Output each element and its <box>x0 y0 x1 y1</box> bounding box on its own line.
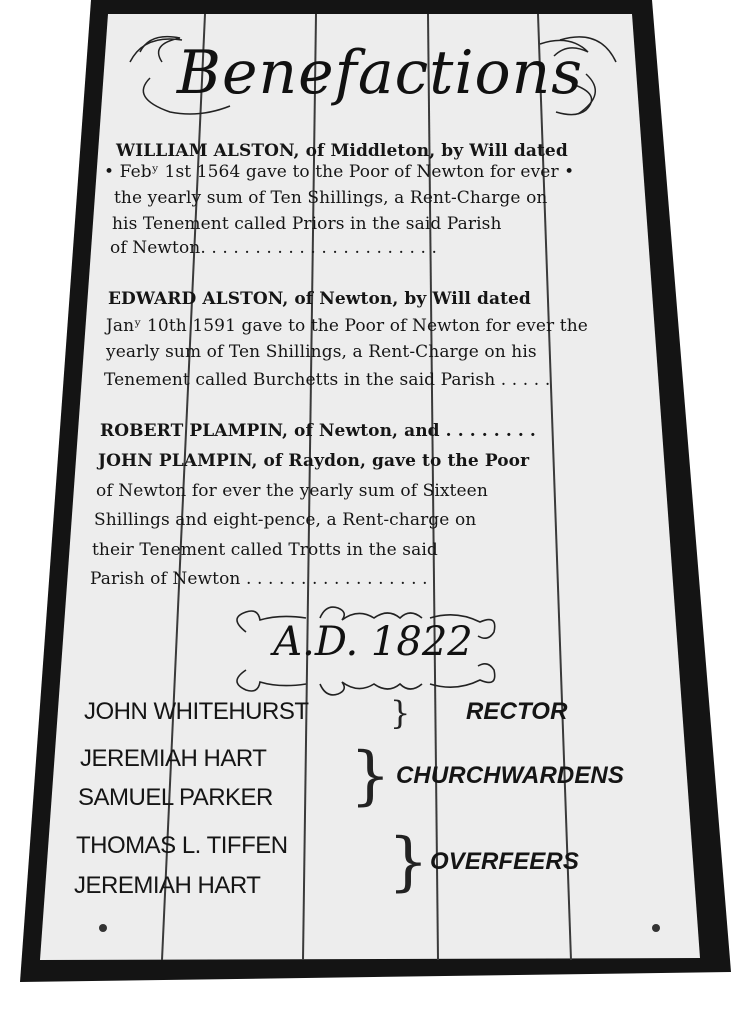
officer-title: RECTOR <box>466 698 568 725</box>
benefaction-line: • Febʸ 1st 1564 gave to the Poor of Newton for ever • <box>104 162 575 182</box>
benefaction-line: Parish of Newton . . . . . . . . . . . . . . . . . <box>90 569 428 589</box>
benefaction-line: his Tenement called Priors in the said Parish <box>112 214 502 234</box>
benefaction-line: ROBERT PLAMPIN, of Newton, and . . . . . . . . <box>100 421 536 441</box>
benefaction-line: yearly sum of Ten Shillings, a Rent-Charge on his <box>106 342 537 362</box>
officer-name: THOMAS L. TIFFEN <box>76 832 288 859</box>
brace-glyph: } <box>350 739 391 813</box>
officer-title: CHURCHWARDENS <box>396 762 624 789</box>
benefaction-line: WILLIAM ALSTON, of Middleton, by Will dated <box>116 141 568 161</box>
brace-glyph: } <box>390 694 411 732</box>
nail-hole <box>652 924 660 932</box>
benefaction-line: Tenement called Burchetts in the said Parish . . . . . <box>104 370 551 390</box>
benefaction-line: JOHN PLAMPIN, of Raydon, gave to the Poor <box>98 451 530 471</box>
officer-name: SAMUEL PARKER <box>78 784 273 811</box>
benefaction-line: their Tenement called Trotts in the said <box>92 540 438 560</box>
officer-name: JEREMIAH HART <box>74 872 261 899</box>
benefaction-line: of Newton. . . . . . . . . . . . . . . . . . . . . . <box>110 238 437 258</box>
benefaction-line: Shillings and eight-pence, a Rent-charge on <box>94 510 477 530</box>
board-date: A.D. 1822 <box>273 619 473 665</box>
board-title: Benefactions <box>176 38 584 108</box>
officer-name: JOHN WHITEHURST <box>84 698 309 725</box>
benefaction-line: the yearly sum of Ten Shillings, a Rent-Charge on <box>114 188 548 208</box>
officer-name: JEREMIAH HART <box>80 745 267 772</box>
nail-hole <box>99 924 107 932</box>
officer-title: OVERFEERS <box>430 848 579 875</box>
brace-glyph: } <box>388 825 429 899</box>
benefaction-line: Janʸ 10th 1591 gave to the Poor of Newton for ever the <box>106 316 588 336</box>
benefaction-line: of Newton for ever the yearly sum of Sixteen <box>96 481 488 501</box>
benefaction-line: EDWARD ALSTON, of Newton, by Will dated <box>108 289 531 309</box>
